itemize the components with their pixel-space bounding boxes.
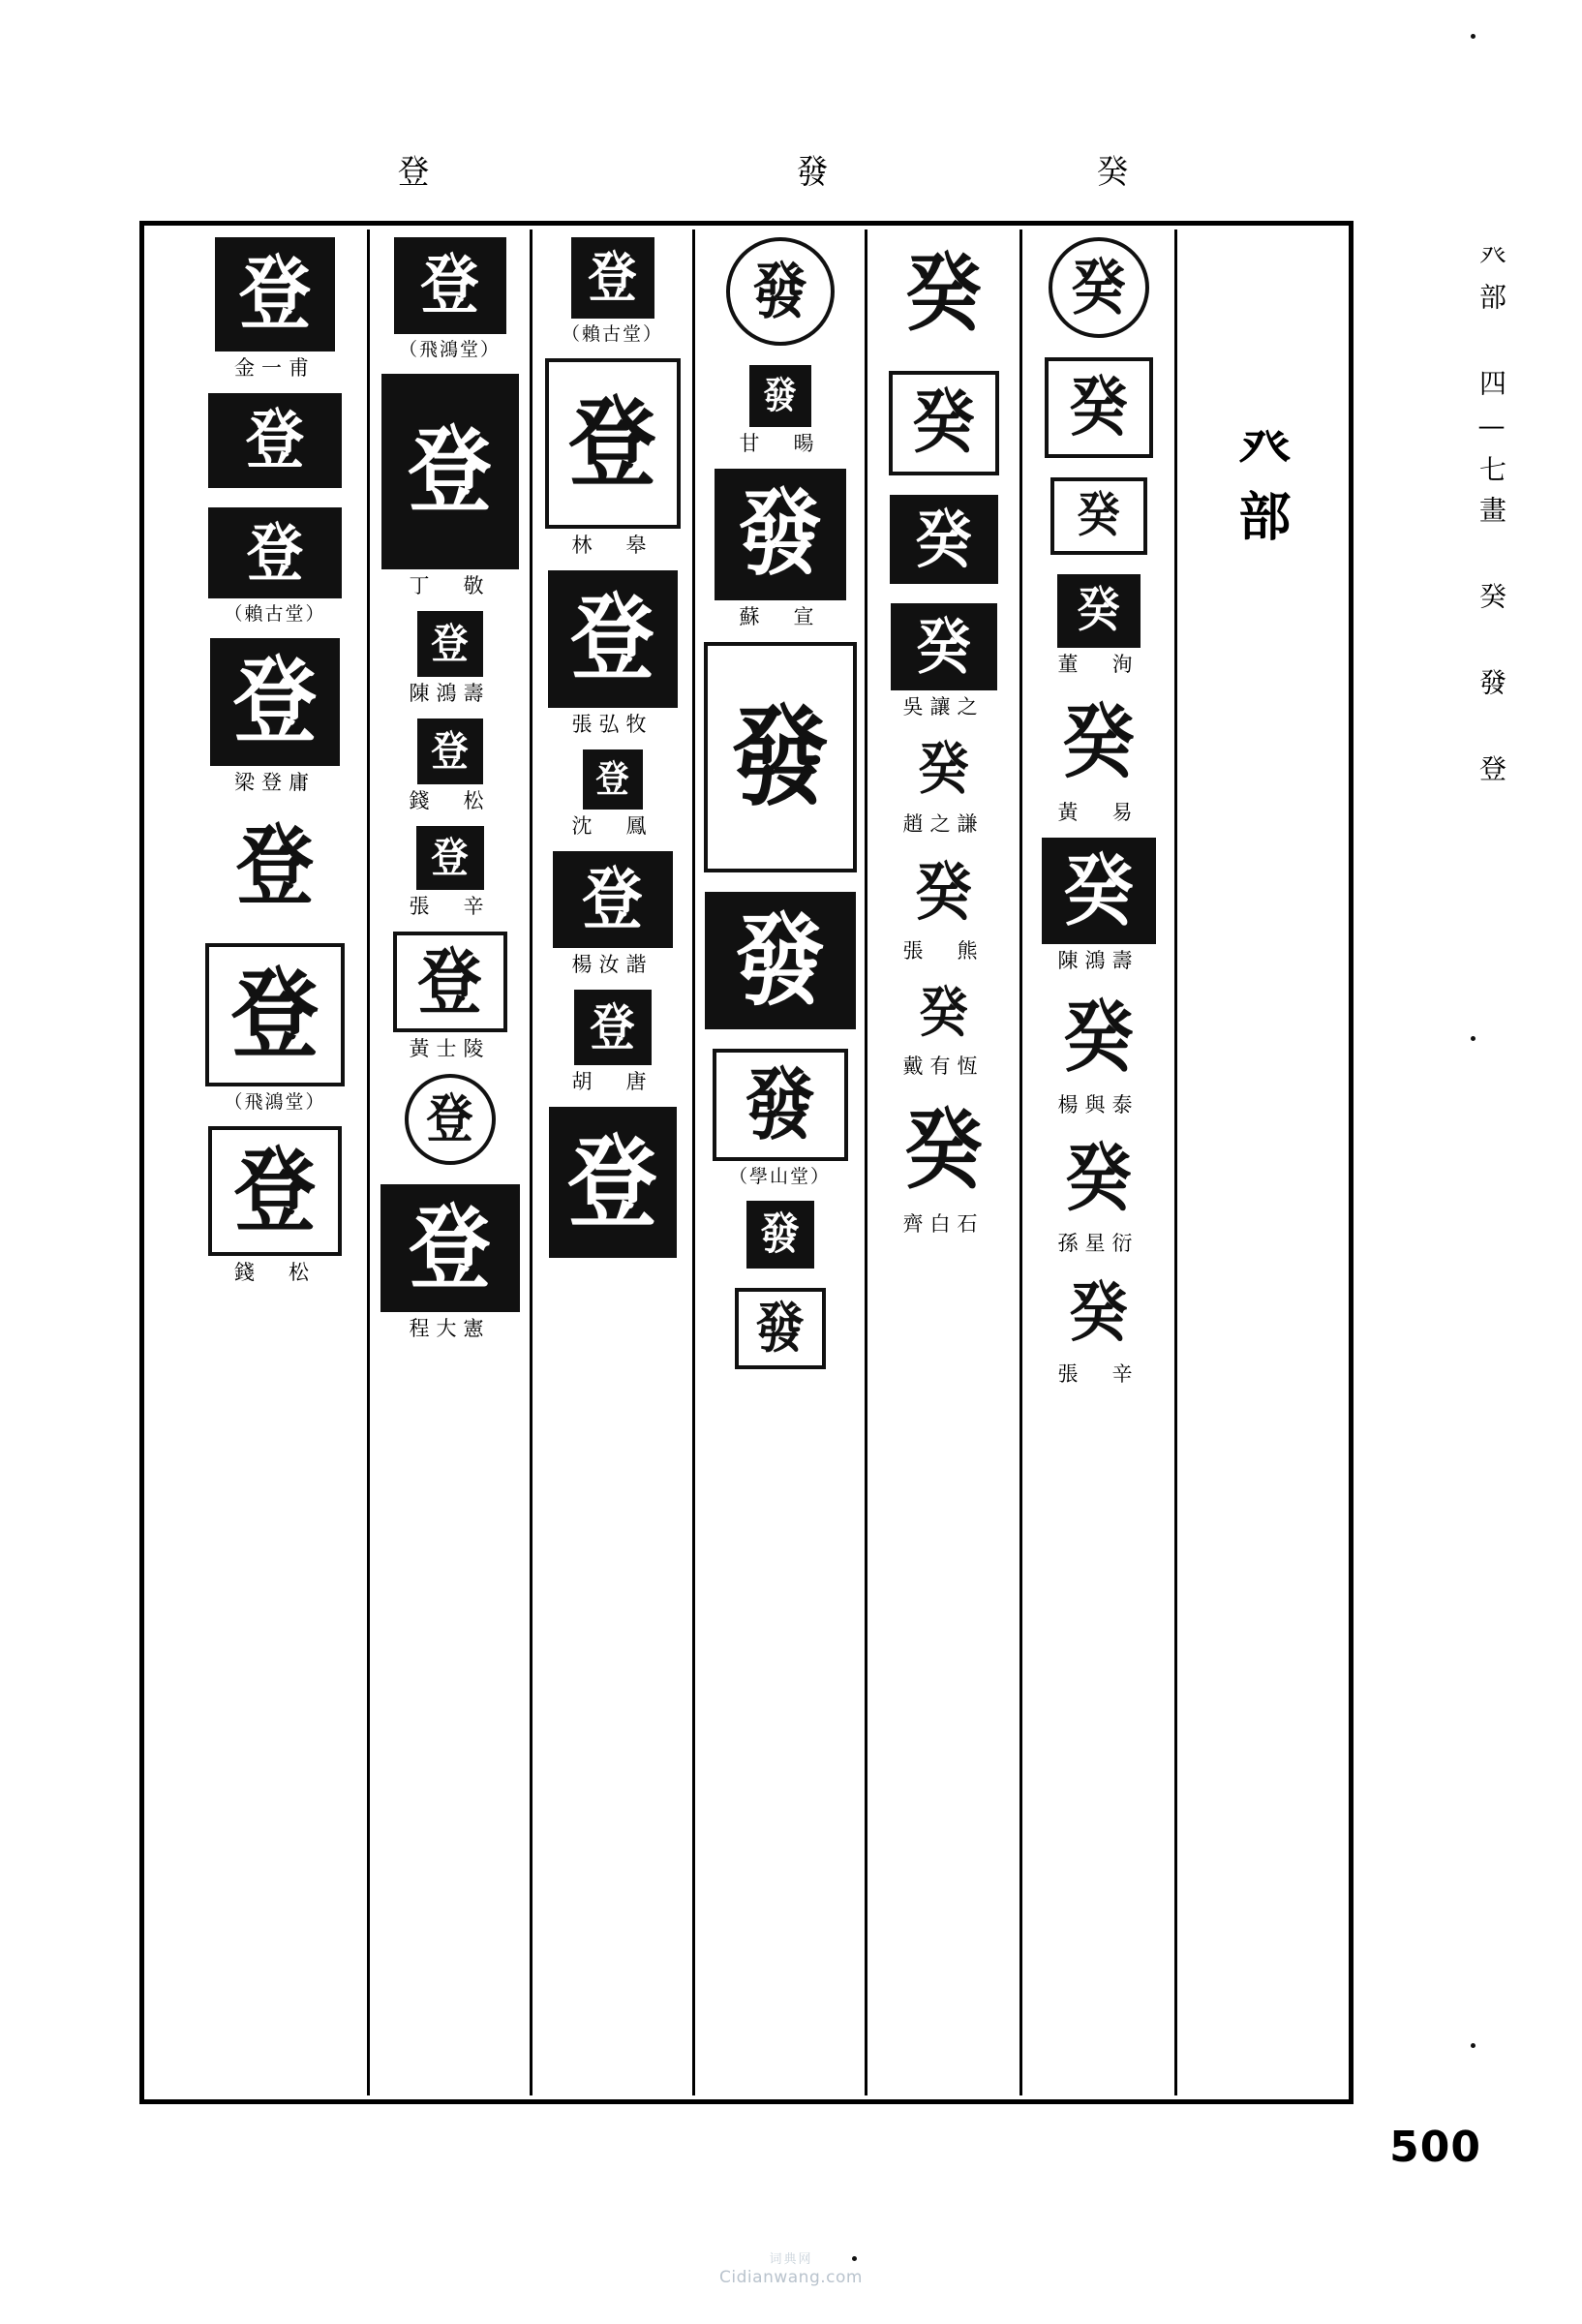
- running-head: 癶部 四—七畫 癸 發 登: [1476, 242, 1507, 795]
- watermark-en: Cidianwang.com: [719, 2268, 863, 2287]
- seal-glyph: 登: [426, 1088, 473, 1150]
- seal-impression: [380, 1184, 520, 1312]
- seal-glyph: 登: [236, 814, 314, 917]
- seal-impression: [548, 570, 678, 708]
- seal-impression: [907, 976, 981, 1050]
- seal-glyph: 登: [246, 516, 303, 591]
- seal-entry: [695, 237, 865, 359]
- seal-caption: 張 辛: [409, 895, 491, 919]
- seal-entry: [532, 358, 692, 565]
- seal-entry: [183, 507, 367, 632]
- seal-entry: [1022, 1130, 1174, 1263]
- seal-glyph: 癸: [1062, 695, 1135, 790]
- seal-glyph: 癸: [1077, 582, 1120, 638]
- seal-glyph: 癸: [1077, 487, 1120, 543]
- seal-glyph: 發: [763, 374, 797, 418]
- seal-entry: [695, 892, 865, 1043]
- seal-entry: [1022, 477, 1174, 568]
- header-group-labels: [0, 145, 1582, 213]
- seal-glyph: 登: [420, 247, 479, 324]
- seal-glyph: 登: [431, 619, 469, 668]
- seal-impression: [394, 237, 506, 334]
- seal-impression: [583, 749, 643, 810]
- seal-entry: [370, 1184, 530, 1348]
- seal-glyph: 登: [233, 1136, 316, 1244]
- seal-glyph: 登: [568, 385, 656, 502]
- seal-glyph: 發: [738, 478, 822, 590]
- seal-impression: [381, 374, 519, 569]
- column-kui-2: [865, 229, 1019, 2095]
- seal-entry: [183, 638, 367, 802]
- seal-entry: [183, 943, 367, 1120]
- seal-caption: （賴古堂）: [561, 323, 663, 345]
- seal-impression: [574, 990, 652, 1065]
- seal-caption: 吳讓之: [902, 695, 985, 719]
- seal-glyph: 癸: [916, 611, 971, 683]
- column-deng-2: [367, 229, 530, 2095]
- seal-glyph: 癸: [1063, 844, 1134, 937]
- seal-impression: [890, 237, 998, 352]
- seal-impression: [208, 507, 342, 598]
- seal-glyph: 發: [755, 1296, 805, 1361]
- seal-impression: [1046, 689, 1152, 796]
- seal-caption: 林 皋: [571, 533, 654, 557]
- seal-impression: [205, 943, 345, 1086]
- seal-impression: [417, 611, 483, 677]
- seal-impression: [1046, 986, 1152, 1088]
- column-deng-3: [183, 229, 367, 2095]
- seal-impression: [890, 495, 998, 584]
- seal-entry: [695, 1201, 865, 1282]
- seal-glyph: 癸: [915, 855, 972, 930]
- seal-impression: [210, 638, 340, 766]
- header-group-label: 癸: [1096, 153, 1131, 192]
- seal-caption: 錢 松: [409, 789, 491, 813]
- seal-glyph: 發: [735, 902, 825, 1020]
- seal-impression: [715, 469, 846, 600]
- seal-entry: [370, 374, 530, 605]
- seal-caption: （學山堂）: [728, 1166, 831, 1188]
- seal-impression: [1049, 1130, 1149, 1227]
- seal-entry: [1022, 1269, 1174, 1393]
- seal-impression: [726, 237, 835, 346]
- seal-entry: [1022, 237, 1174, 352]
- column-kui: [1019, 229, 1174, 2095]
- seal-caption: 董 洵: [1057, 653, 1140, 676]
- seal-caption: 齊白石: [902, 1212, 985, 1237]
- header-group-label: 發: [796, 153, 831, 192]
- seal-impression: [218, 808, 332, 924]
- seal-entry: [1022, 986, 1174, 1124]
- seal-entry: [370, 1074, 530, 1178]
- seal-entry: [532, 851, 692, 984]
- seal-glyph: 癸: [919, 980, 968, 1045]
- seal-caption: 趙之謙: [902, 812, 985, 837]
- seal-glyph: 發: [731, 693, 829, 822]
- seal-entry: [867, 1091, 1019, 1243]
- seal-impression: [208, 393, 342, 488]
- seal-caption: 戴有恆: [902, 1055, 985, 1079]
- seal-impression: [215, 237, 335, 352]
- seal-caption: 楊與泰: [1057, 1093, 1140, 1117]
- seal-impression: [1049, 237, 1149, 338]
- seal-entry: [183, 237, 367, 387]
- seal-impression: [416, 826, 484, 890]
- seal-glyph: 癸: [1071, 252, 1126, 323]
- seal-glyph: 癸: [904, 1098, 983, 1202]
- seal-entry: [532, 749, 692, 845]
- seal-entry: [1022, 574, 1174, 684]
- seal-caption: 張弘牧: [571, 712, 654, 736]
- seal-caption: 丁 敬: [409, 573, 491, 597]
- seal-caption: 梁登庸: [234, 770, 316, 794]
- column-deng-1: [530, 229, 692, 2095]
- seal-entry: [1022, 689, 1174, 832]
- seal-glyph: 登: [431, 833, 469, 882]
- seal-entry: [183, 393, 367, 502]
- seal-caption: 金一甫: [234, 356, 316, 380]
- seal-caption: 張 辛: [1057, 1362, 1140, 1387]
- seal-impression: [889, 371, 999, 475]
- seal-impression: [571, 237, 654, 319]
- seal-glyph: 登: [570, 583, 654, 693]
- seal-glyph: 登: [590, 998, 635, 1057]
- seal-impression: [1057, 574, 1141, 648]
- registration-dot-top-right: [1471, 34, 1476, 39]
- registration-dot-bottom-right: [1471, 2043, 1476, 2048]
- seal-impression: [746, 1201, 814, 1269]
- seal-impression: [1050, 477, 1147, 555]
- seal-glyph: 發: [752, 256, 807, 327]
- seal-glyph: 登: [408, 415, 492, 526]
- seal-glyph: 癸: [1063, 991, 1134, 1084]
- seal-impression: [1054, 1269, 1143, 1358]
- seal-glyph: 登: [409, 1194, 491, 1302]
- seal-impression: [549, 1107, 677, 1258]
- seal-impression: [208, 1126, 342, 1256]
- seal-entry: [532, 237, 692, 352]
- seal-entry: [695, 642, 865, 886]
- seal-entry: [532, 990, 692, 1101]
- seal-glyph: 登: [588, 245, 637, 310]
- seal-glyph: 登: [233, 646, 317, 756]
- seal-impression: [705, 892, 856, 1029]
- seal-impression: [393, 932, 507, 1032]
- seal-entry: [867, 237, 1019, 365]
- seal-glyph: 登: [431, 726, 469, 776]
- folio-number: 500: [1389, 2123, 1481, 2172]
- seal-glyph: 登: [595, 757, 629, 802]
- watermark-cn: 词典网: [769, 2252, 813, 2267]
- seal-caption: 胡 唐: [571, 1070, 654, 1094]
- seal-entry: [370, 932, 530, 1068]
- seal-impression: [713, 1049, 848, 1161]
- column-fa: [692, 229, 865, 2095]
- seal-glyph: 癸: [1069, 369, 1128, 446]
- seal-caption: 程大憲: [409, 1317, 491, 1341]
- seal-caption: （飛鴻堂）: [398, 339, 501, 360]
- seal-glyph: 登: [582, 859, 643, 939]
- seal-caption: 楊汝諧: [571, 953, 654, 977]
- title-column: [1174, 229, 1345, 2095]
- seal-glyph: 癸: [1069, 1275, 1128, 1352]
- seal-impression: [901, 849, 987, 934]
- seal-impression: [749, 365, 811, 427]
- seal-entry: [867, 732, 1019, 843]
- seal-chart-frame: [139, 221, 1354, 2104]
- seal-glyph: 發: [760, 1208, 800, 1260]
- seal-glyph: 登: [231, 957, 319, 1073]
- seal-chart-columns: [148, 229, 1345, 2095]
- seal-glyph: 登: [417, 939, 482, 1024]
- seal-entry: [370, 719, 530, 820]
- seal-glyph: 癸: [915, 502, 972, 577]
- seal-caption: 張 熊: [902, 939, 985, 963]
- seal-glyph: 發: [745, 1058, 815, 1151]
- seal-entry: [867, 849, 1019, 970]
- seal-entry: [370, 826, 530, 926]
- seal-caption: 孫星衍: [1057, 1232, 1140, 1256]
- seal-impression: [553, 851, 673, 948]
- seal-impression: [888, 1091, 1000, 1208]
- seal-entry: [370, 237, 530, 368]
- seal-caption: 黃士陵: [409, 1037, 491, 1061]
- seal-impression: [735, 1288, 826, 1369]
- seal-entry: [532, 570, 692, 744]
- header-group-label: 登: [397, 153, 432, 192]
- seal-impression: [405, 1074, 496, 1165]
- seal-impression: [906, 732, 982, 808]
- seal-caption: 陳鴻壽: [1057, 949, 1140, 973]
- seal-entry: [695, 1049, 865, 1195]
- seal-caption: 黃 易: [1057, 801, 1140, 825]
- seal-glyph: 癸: [912, 382, 975, 464]
- seal-entry: [1022, 838, 1174, 980]
- seal-caption: 錢 松: [234, 1260, 316, 1284]
- seal-glyph: 登: [567, 1123, 657, 1241]
- registration-dot-mid-right: [1471, 1036, 1476, 1041]
- seal-impression: [1042, 838, 1156, 944]
- watermark: [0, 2248, 1582, 2287]
- seal-glyph: 登: [239, 247, 311, 342]
- seal-glyph: 癸: [918, 736, 969, 803]
- seal-entry: [532, 1107, 692, 1271]
- seal-caption: 蘇 宣: [739, 605, 821, 629]
- seal-caption: 甘 暘: [739, 432, 821, 455]
- seal-entry: [695, 1288, 865, 1383]
- seal-impression: [891, 603, 997, 690]
- seal-entry: [370, 611, 530, 713]
- seal-impression: [704, 642, 857, 872]
- seal-entry: [695, 365, 865, 463]
- seal-impression: [545, 358, 681, 529]
- seal-entry: [867, 976, 1019, 1086]
- seal-entry: [867, 495, 1019, 597]
- section-title: 癶部: [1230, 421, 1293, 557]
- seal-impression: [1045, 357, 1153, 458]
- seal-caption: （飛鴻堂）: [224, 1091, 326, 1114]
- seal-entry: [867, 371, 1019, 489]
- seal-entry: [695, 469, 865, 636]
- seal-glyph: 癸: [905, 244, 982, 344]
- seal-caption: 沈 鳳: [571, 814, 654, 839]
- seal-glyph: 癸: [1065, 1135, 1132, 1223]
- seal-entry: [1022, 357, 1174, 472]
- seal-entry: [183, 1126, 367, 1292]
- seal-caption: 陳鴻壽: [409, 681, 491, 705]
- seal-glyph: 登: [246, 402, 304, 479]
- seal-caption: （賴古堂）: [224, 603, 326, 626]
- seal-impression: [417, 719, 483, 784]
- seal-entry: [183, 808, 367, 937]
- seal-entry: [867, 603, 1019, 726]
